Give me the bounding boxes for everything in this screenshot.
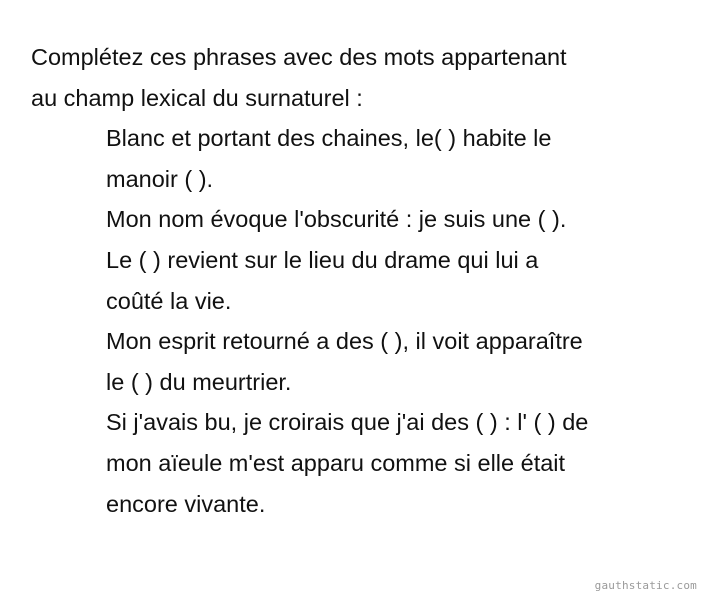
instruction-line-1: Complétez ces phrases avec des mots appartenant [31, 44, 567, 70]
sentence-line-1: Blanc et portant des chaines, le( ) habite le [106, 125, 552, 152]
sentence-line-2: manoir ( ). [106, 165, 214, 192]
exercise-document [31, 37, 691, 524]
sentence-line-5: coûté la vie. [106, 287, 232, 314]
sentence-line-4: Le ( ) revient sur le lieu du drame qui lui a [106, 246, 539, 273]
sentence-line-6: Mon esprit retourné a des ( ), il voit apparaître [106, 328, 583, 355]
sentence-line-9: mon aïeule m'est apparu comme si elle était [106, 449, 566, 476]
sentence-line-8: Si j'avais bu, je croirais que j'ai des ( ) : l' ( ) de [106, 409, 589, 436]
watermark: gauthstatic.com [594, 579, 697, 592]
sentence-line-3: Mon nom évoque l'obscurité : je suis une ( ). [106, 206, 567, 233]
instruction-line-2: au champ lexical du surnaturel : [31, 84, 363, 111]
sentence-line-7: le ( ) du meurtrier. [106, 368, 292, 395]
sentence-line-10: encore vivante. [106, 490, 266, 517]
